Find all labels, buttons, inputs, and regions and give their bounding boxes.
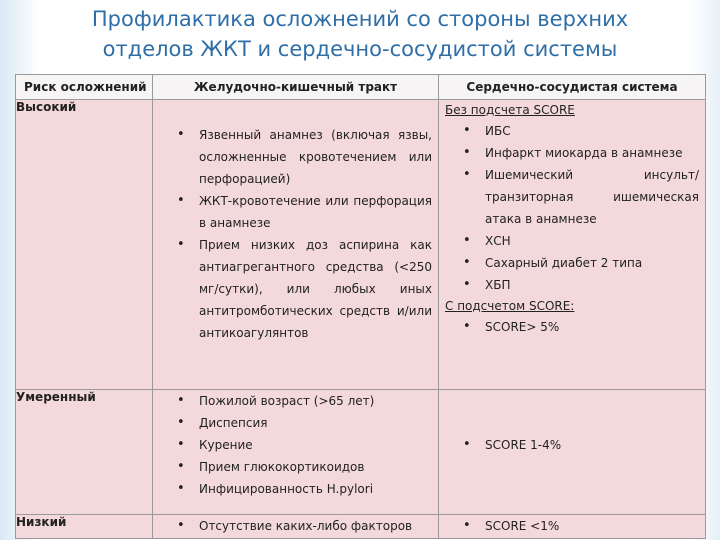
list-item: • Прием глюкокортикоидов — [153, 456, 438, 478]
cv-subheading-with-score: С подсчетом SCORE: — [445, 299, 575, 313]
list-item: • Диспепсия — [153, 412, 438, 434]
list-item: • Язвенный анамнез (включая язвы, осложненные кровотечением или перфорацией) — [153, 124, 438, 190]
list-item: • ЖКТ-кровотечение или перфорация в анамнезе — [153, 190, 438, 234]
cv-cell-low — [439, 515, 706, 539]
cv-cell-moderate — [439, 390, 706, 515]
list-item: • Прием низких доз аспирина как антиагрегантного средства (<250 мг/сутки), или любых иных антитромботических средств и/или антикоагулянтов — [153, 234, 438, 344]
list-item: • Пожилой возраст (>65 лет) — [153, 390, 438, 412]
risk-level-low: Низкий — [16, 515, 153, 539]
table-header-row — [16, 75, 706, 100]
list-item: • Сахарный диабет 2 типа — [439, 252, 705, 274]
gi-cell-low — [153, 515, 439, 539]
list-item: • SCORE <1% — [439, 515, 705, 537]
list-item: • ИБС — [439, 120, 705, 142]
list-item: • Инфаркт миокарда в анамнезе — [439, 142, 705, 164]
cv-subheading-without-score: Без подсчета SCORE — [445, 103, 575, 117]
slide-title-line-2: отделов ЖКТ и сердечно-сосудистой системы — [102, 37, 618, 61]
header-cv: Сердечно-сосудистая система — [439, 75, 706, 100]
gi-cell-moderate — [153, 390, 439, 515]
risk-level-moderate: Умеренный — [16, 390, 153, 515]
header-risk: Риск осложнений — [16, 75, 153, 100]
list-item: • ХБП — [439, 274, 705, 296]
list-item: • Ишемический инсульт/транзиторная ишемическая атака в анамнезе — [439, 164, 705, 230]
list-item: • SCORE 1-4% — [439, 434, 705, 456]
list-item: • Отсутствие каких-либо факторов — [153, 515, 438, 537]
table-row-low — [16, 515, 706, 539]
slide-title — [0, 4, 720, 64]
table-row-high — [16, 100, 706, 390]
slide-title-line-1: Профилактика осложнений со стороны верхних — [91, 7, 629, 31]
risk-level-high: Высокий — [16, 100, 153, 390]
list-item: • SCORE> 5% — [439, 316, 705, 338]
list-item: • ХСН — [439, 230, 705, 252]
table-row-moderate — [16, 390, 706, 515]
risk-table — [15, 74, 706, 539]
cv-cell-high — [439, 100, 706, 390]
gi-cell-high — [153, 100, 439, 390]
list-item: • Курение — [153, 434, 438, 456]
list-item: • Инфицированность H.pylori — [153, 478, 438, 500]
header-gi: Желудочно-кишечный тракт — [153, 75, 439, 100]
